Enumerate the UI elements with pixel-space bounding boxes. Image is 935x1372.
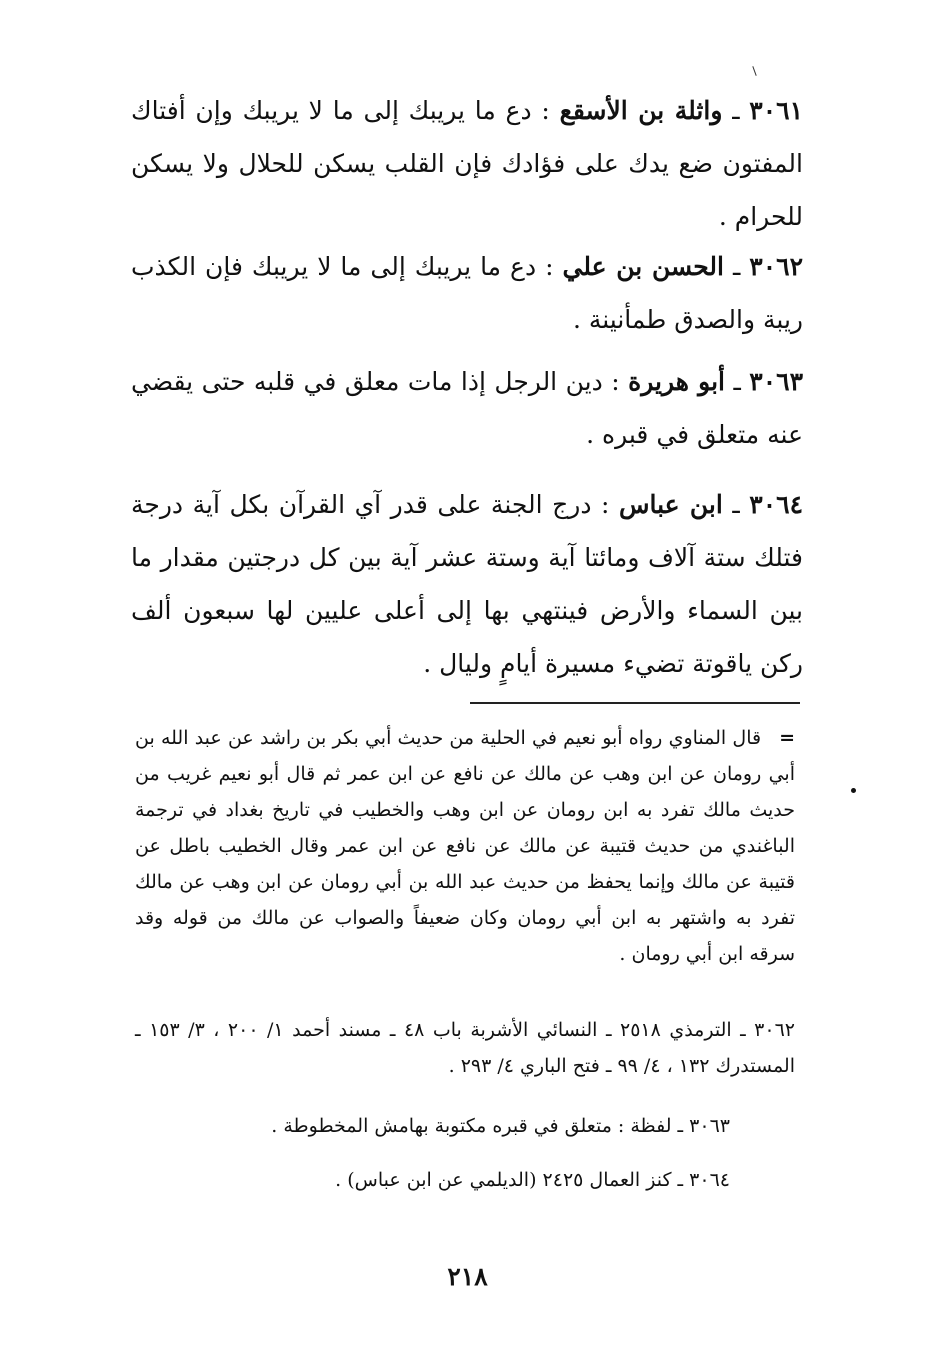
- page-number: ٢١٨: [447, 1262, 488, 1291]
- continuation-marker: =: [779, 727, 795, 749]
- entry-3062: [131, 240, 803, 346]
- footnote-main: [135, 720, 795, 972]
- scan-mark: [752, 66, 756, 76]
- entry-author: الحسن بن علي: [562, 252, 724, 281]
- entry-text: : درج الجنة على قدر آي القرآن بكل آية درجة فتلك ستة آلاف ومائتا آية وستة عشر آية بين كل درجتين مقدار ما بين السماء والأرض فينتهي بها إلى أعلى عليين لها سبعون ألف ركن ياقوتة تضيء مسيرة أيامٍ وليال .: [131, 490, 803, 678]
- entry-number: ٣٠٦٤: [749, 490, 804, 519]
- entry-number: ٣٠٦٢: [749, 252, 804, 281]
- footnote-divider: [470, 702, 800, 704]
- entry-dash: ـ: [733, 367, 741, 396]
- entry-dash: ـ: [732, 96, 740, 125]
- entry-author: واثلة بن الأسقع: [559, 96, 723, 125]
- footnote-text: ٣٠٦٢ ـ الترمذي ٢٥١٨ ـ النسائي الأشربة باب ٤٨ ـ مسند أحمد ١/ ٢٠٠ ، ٣/ ١٥٣ ـ المستدرك ١٣٢ ، ٤/ ٩٩ ـ فتح الباري ٤/ ٢٩٣ .: [135, 1019, 795, 1077]
- entry-number: ٣٠٦٣: [749, 367, 804, 396]
- entry-number: ٣٠٦١: [749, 96, 804, 125]
- entry-author: أبو هريرة: [628, 367, 725, 396]
- entry-3063: [131, 355, 803, 461]
- entry-3061: [131, 84, 803, 243]
- entry-text: : دع ما يريبك إلى ما لا يريبك وإن أفتاك المفتون ضع يدك على فؤادك فإن القلب يسكن للحلال ولا يسكن للحرام .: [131, 96, 803, 231]
- ink-speck: [851, 788, 856, 793]
- footnote-text: ٣٠٦٤ ـ كنز العمال ٢٤٢٥ (الديلمي عن ابن عباس) .: [335, 1169, 730, 1191]
- entry-3064: [131, 478, 803, 690]
- entry-text: : دين الرجل إذا مات معلق في قلبه حتى يقضي عنه متعلق في قبره .: [131, 367, 803, 449]
- entry-text: : دع ما يريبك إلى ما لا يريبك فإن الكذب ريبة والصدق طمأنينة .: [131, 252, 803, 334]
- entry-author: ابن عباس: [619, 490, 723, 519]
- entry-dash: ـ: [732, 490, 740, 519]
- footnote-3063: [135, 1108, 730, 1144]
- footnote-3064: [135, 1162, 730, 1198]
- footnote-text: ٣٠٦٣ ـ لفظة : متعلق في قبره مكتوبة بهامش المخطوطة .: [271, 1115, 730, 1137]
- footnote-3062: [135, 1012, 795, 1084]
- footnote-text: قال المناوي رواه أبو نعيم في الحلية من حديث أبي بكر بن راشد عن عبد الله بن أبي رومان عن ابن وهب عن مالك عن نافع عن ابن عمر ثم قال أبو نعيم غريب من حديث مالك تفرد به ابن رومان عن ابن وهب والخطيب في تاريخ بغداد في ترجمة الباغندي من حديث قتيبة عن مالك عن نافع عن ابن عمر وقال الخطيب باطل عن قتيبة عن مالك وإنما يحفظ من حديث عبد الله بن أبي رومان عن ابن وهب عن مالك تفرد به واشتهر به ابن أبي رومان وكان ضعيفاً والصواب عن مالك من قوله وقد سرقه ابن أبي رومان .: [135, 727, 795, 965]
- entry-dash: ـ: [732, 252, 741, 281]
